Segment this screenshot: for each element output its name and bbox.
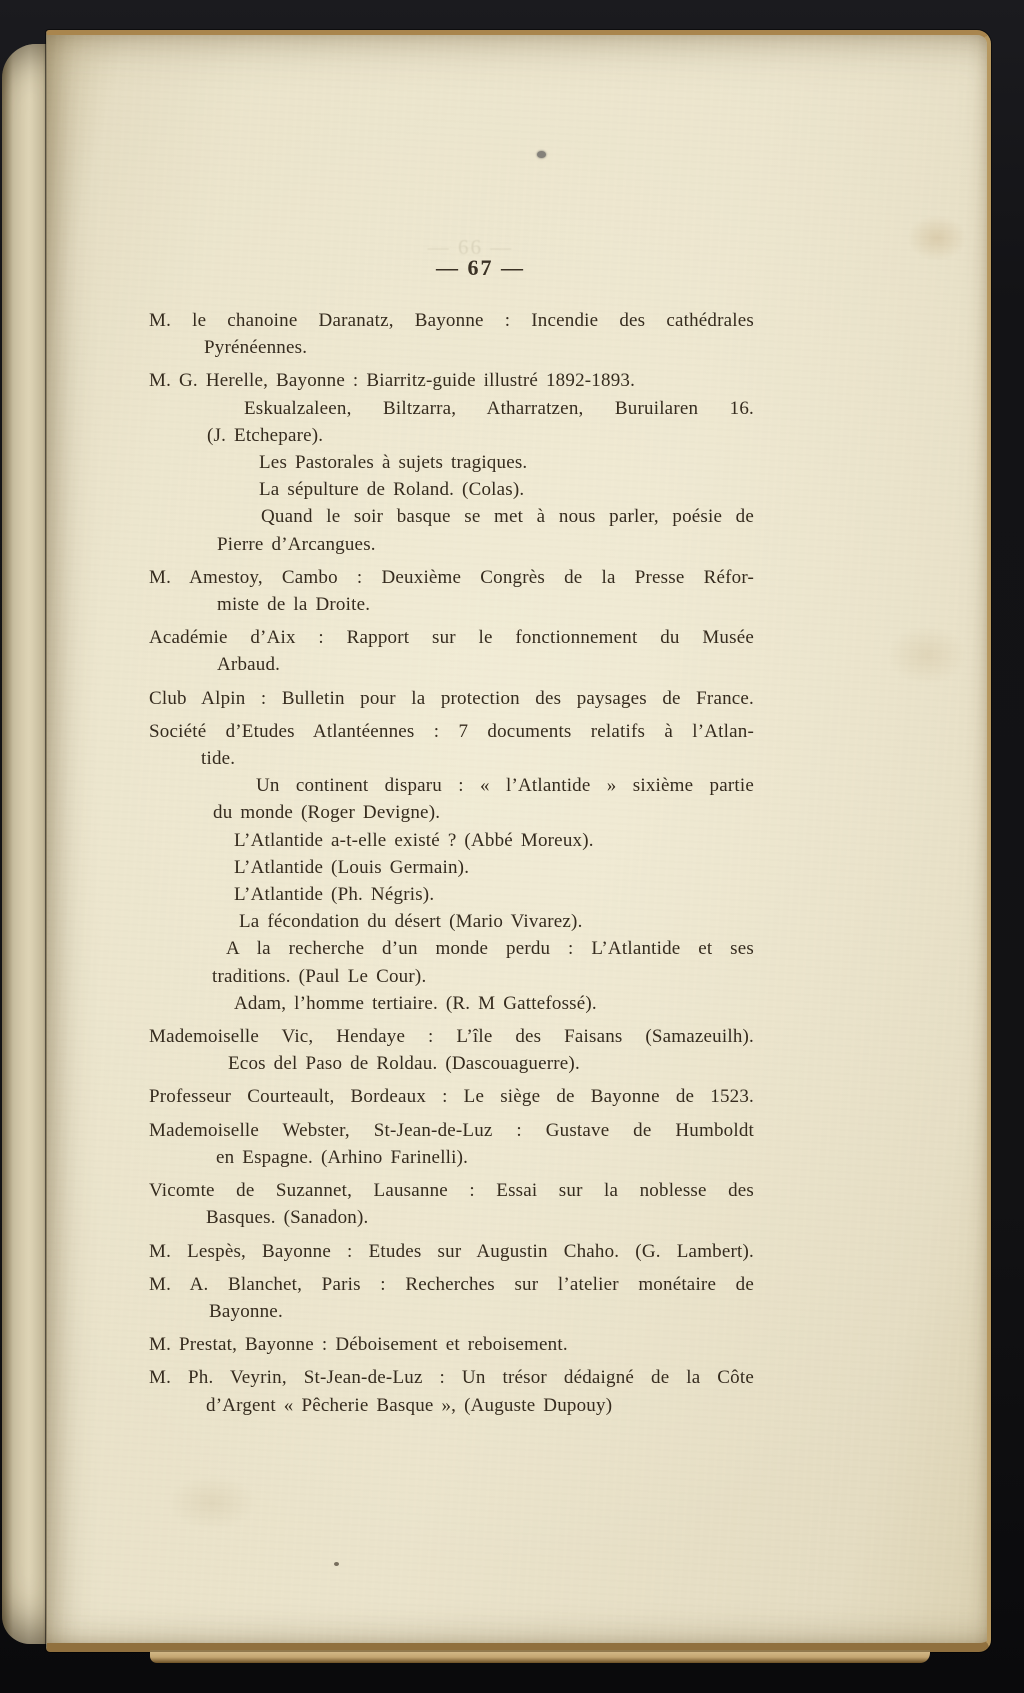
bibliography-list [149, 307, 754, 1419]
text-line: tide. [201, 748, 236, 770]
text-line: Ecos del Paso de Roldau. (Dascouaguerre). [228, 1053, 580, 1075]
bottom-page-edge [150, 1650, 930, 1663]
text-line: en Espagne. (Arhino Farinelli). [216, 1146, 469, 1168]
text-line: traditions. (Paul Le Cour). [212, 965, 427, 987]
text-line: Adam, l’homme tertiaire. (R. M Gattefossé). [234, 992, 597, 1014]
text-line: Eskualzaleen, Biltzarra, Atharratzen, Buruilaren 16. [244, 397, 754, 419]
text-line: M. Ph. Veyrin, St-Jean-de-Luz : Un trésor dédaigné de la Côte [149, 1367, 754, 1389]
text-line: Basques. (Sanadon). [206, 1207, 369, 1229]
text-line: miste de la Droite. [217, 594, 371, 616]
text-line: (J. Etchepare). [207, 424, 324, 446]
text-line: M. Prestat, Bayonne : Déboisement et reboisement. [149, 1334, 568, 1356]
paper-stain [907, 215, 967, 261]
text-line: du monde (Roger Devigne). [213, 802, 441, 824]
page-number: — 67 — [436, 255, 525, 280]
text-line: A la recherche d’un monde perdu : L’Atlantide et ses [226, 938, 754, 960]
text-line: M. A. Blanchet, Paris : Recherches sur l’atelier monétaire de [149, 1273, 754, 1295]
show-through-text: — 66 — [427, 235, 514, 259]
page-stack-edge [2, 44, 52, 1644]
text-line: Société d’Etudes Atlantéennes : 7 documents relatifs à l’Atlan- [149, 720, 754, 742]
text-line: Vicomte de Suzannet, Lausanne : Essai sur la noblesse des [149, 1180, 754, 1202]
ink-speck [334, 1562, 339, 1566]
text-line: Pyrénéennes. [204, 337, 308, 359]
text-line: L’Atlantide a-t-elle existé ? (Abbé Moreux). [234, 829, 594, 851]
text-line: M. le chanoine Daranatz, Bayonne : Incendie des cathédrales [149, 310, 754, 331]
text-line: M. G. Herelle, Bayonne : Biarritz-guide illustré 1892-1893. [149, 370, 636, 392]
paper-stain [887, 625, 967, 685]
text-line: Mademoiselle Webster, St-Jean-de-Luz : Gustave de Humboldt [149, 1119, 754, 1141]
text-line: Professeur Courteault, Bordeaux : Le siège de Bayonne de 1523. [149, 1086, 754, 1108]
text-line: La fécondation du désert (Mario Vivarez). [239, 911, 583, 933]
text-line: Quand le soir basque se met à nous parler, poésie de [261, 506, 754, 528]
text-line: Un continent disparu : « l’Atlantide » sixième partie [256, 775, 754, 797]
book-page [46, 30, 991, 1652]
text-line: Les Pastorales à sujets tragiques. [259, 452, 528, 474]
text-line: M. Amestoy, Cambo : Deuxième Congrès de la Presse Réfor- [149, 566, 754, 588]
text-line: Mademoiselle Vic, Hendaye : L’île des Faisans (Samazeuilh). [149, 1026, 754, 1048]
text-line: L’Atlantide (Ph. Négris). [234, 884, 435, 906]
text-line: Bayonne. [209, 1300, 283, 1322]
text-line: d’Argent « Pêcherie Basque », (Auguste Dupouy) [206, 1394, 613, 1416]
text-line: La sépulture de Roland. (Colas). [259, 479, 525, 501]
text-line: L’Atlantide (Louis Germain). [234, 856, 470, 878]
ink-speck [537, 151, 546, 158]
text-line: Académie d’Aix : Rapport sur le fonctionnement du Musée [149, 627, 754, 649]
text-line: Club Alpin : Bulletin pour la protection des paysages de France. [149, 687, 754, 709]
text-line: M. Lespès, Bayonne : Etudes sur Augustin Chaho. (G. Lambert). [149, 1240, 754, 1262]
paper-stain [167, 1475, 257, 1530]
text-line: Arbaud. [217, 654, 281, 676]
text-line: Pierre d’Arcangues. [217, 533, 376, 555]
